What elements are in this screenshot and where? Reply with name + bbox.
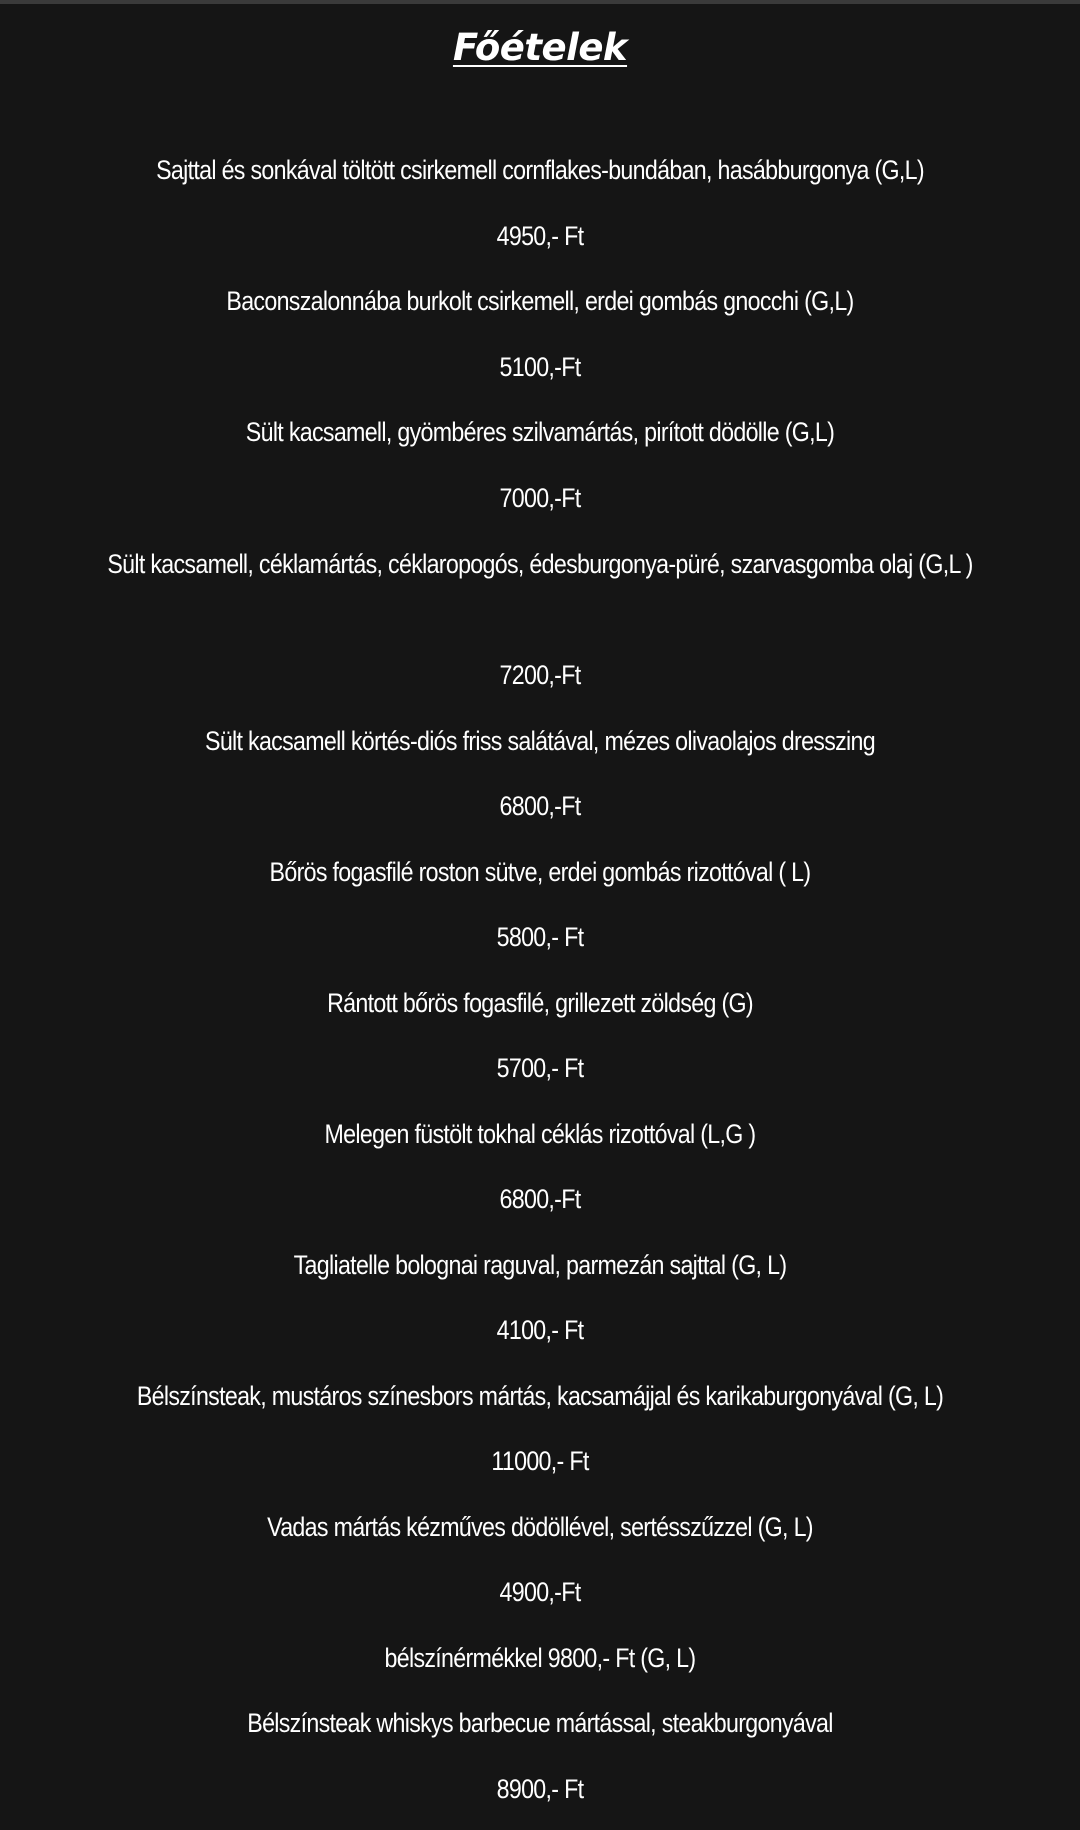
menu-item-name: Bélszínsteak, mustáros színesbors mártás, kacsamájjal és karikaburgonyával (G, L) bbox=[136, 1380, 944, 1411]
menu-item-price: 5100,-Ft bbox=[499, 351, 581, 382]
menu-item-price: 6800,-Ft bbox=[499, 1184, 581, 1214]
menu-item-name: Tagliatelle bolognai raguval, parmezán sajttal (G, L) bbox=[293, 1249, 787, 1280]
menu-item-name-wrap bbox=[0, 531, 1080, 643]
menu-item-name: Vadas mártás kézműves dödöllével, sertésszűzzel (G, L) bbox=[267, 1511, 813, 1542]
menu-item-price: 4100,- Ft bbox=[496, 1315, 584, 1345]
menu-item-name: Baconszalonnába burkolt csirkemell, erdei gombás gnocchi (G,L) bbox=[226, 286, 854, 316]
menu-item-price: 11000,- Ft bbox=[491, 1446, 589, 1476]
menu-item-price: 7000,-Ft bbox=[499, 482, 581, 513]
menu-item-name: Rántott bőrös fogasfilé, grillezett zöldség (G) bbox=[327, 987, 753, 1018]
menu-item-name: Bőrös fogasfilé roston sütve, erdei gombás rizottóval ( L) bbox=[269, 856, 811, 887]
menu-item-price: 4900,-Ft bbox=[499, 1577, 581, 1607]
menu-item-price: 5700,- Ft bbox=[496, 1053, 584, 1083]
menu-item-name: Sült kacsamell, gyömbéres szilvamártás, pirított dödölle (G,L) bbox=[245, 417, 835, 447]
menu-item-price: 6800,-Ft bbox=[499, 791, 581, 821]
menu-item-name: Sült kacsamell, céklamártás, céklaropogós, édesburgonya-püré, szarvasgomba olaj (G,L ) bbox=[107, 549, 973, 579]
menu-item-price: 5800,- Ft bbox=[496, 922, 584, 952]
menu-list[interactable] bbox=[0, 138, 1080, 1822]
menu-item-name: Sült kacsamell körtés-diós friss salátával, mézes olivaolajos dresszing bbox=[205, 725, 875, 756]
top-border bbox=[0, 0, 1080, 4]
menu-item-name: Bélszínsteak whiskys barbecue mártással, steakburgonyával bbox=[247, 1708, 833, 1738]
menu-item-price: 8900,- Ft bbox=[496, 1773, 584, 1804]
menu-item-name: Melegen füstölt tokhal céklás rizottóval (L,G ) bbox=[324, 1118, 756, 1149]
menu-item-price: 7200,-Ft bbox=[499, 660, 581, 690]
menu-item-variant: bélszínérmékkel 9800,- Ft (G, L) bbox=[384, 1642, 696, 1673]
page-title: Főételek bbox=[452, 26, 628, 69]
menu-item-name: Sajttal és sonkával töltött csirkemell cornflakes-bundában, hasábburgonya (G,L) bbox=[156, 155, 924, 185]
menu-item-price: 4950,- Ft bbox=[496, 220, 584, 251]
